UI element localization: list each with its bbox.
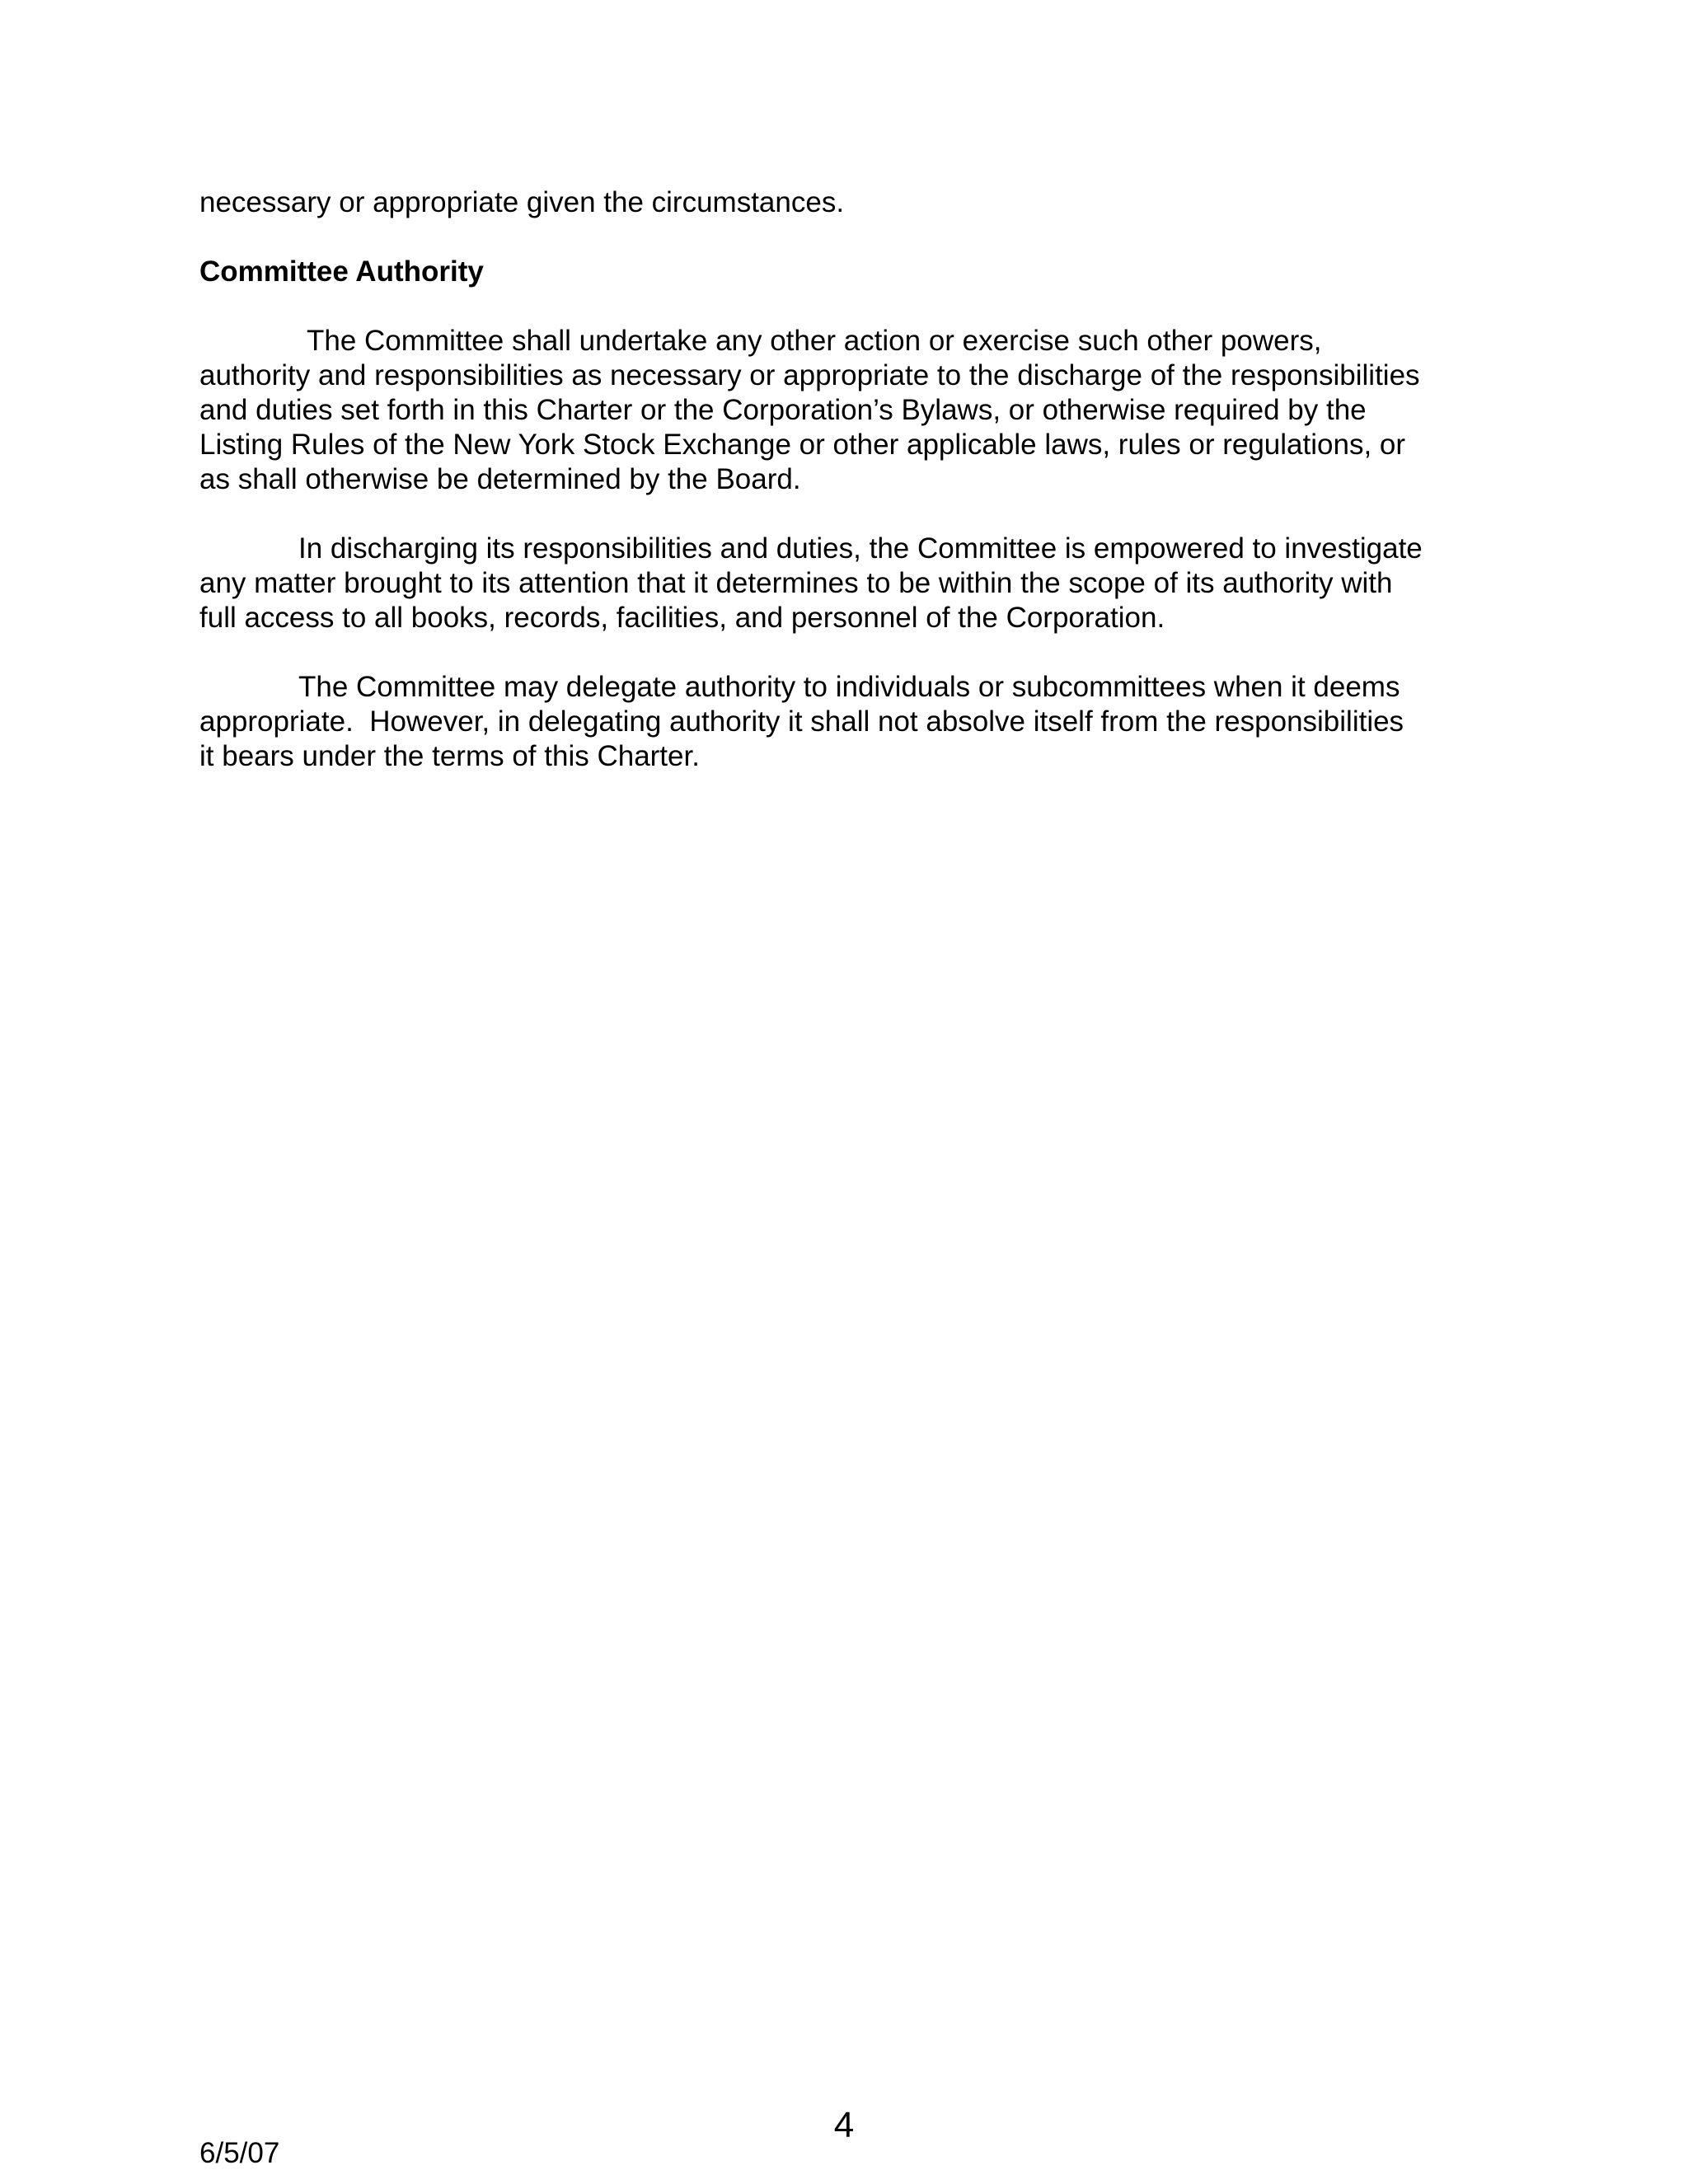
footer-date: 6/5/07 [199, 2137, 280, 2169]
page-number: 4 [833, 2105, 855, 2145]
paragraph-line: The Committee shall undertake any other action or exercise such other powers, [307, 325, 1322, 357]
paragraph-line: it bears under the terms of this Charter. [199, 740, 700, 772]
paragraph-line: any matter brought to its attention that it determines to be within the scope of its authority with [199, 567, 1393, 599]
document-body [199, 185, 1502, 774]
paragraph-line: and duties set forth in this Charter or the Corporation’s Bylaws, or otherwise required by the [199, 394, 1367, 426]
paragraph-line: as shall otherwise be determined by the Board. [199, 463, 801, 495]
paragraph-line: appropriate. However, in delegating authority it shall not absolve itself from the responsibilities [199, 705, 1404, 738]
paragraph-3 [199, 670, 1502, 774]
paragraph-line: In discharging its responsibilities and duties, the Committee is empowered to investigate [298, 532, 1423, 565]
continuation-text: necessary or appropriate given the circumstances. [199, 186, 845, 218]
paragraph-1 [199, 324, 1502, 497]
paragraph-line: Listing Rules of the New York Stock Exchange or other applicable laws, rules or regulations, or [199, 429, 1406, 461]
section-heading: Committee Authority [199, 255, 484, 288]
paragraph-line: The Committee may delegate authority to individuals or subcommittees when it deems [298, 671, 1400, 703]
paragraph-line: authority and responsibilities as necessary or appropriate to the discharge of the responsibilities [199, 359, 1420, 391]
paragraph-2 [199, 532, 1502, 635]
paragraph-line: full access to all books, records, facilities, and personnel of the Corporation. [199, 602, 1165, 634]
